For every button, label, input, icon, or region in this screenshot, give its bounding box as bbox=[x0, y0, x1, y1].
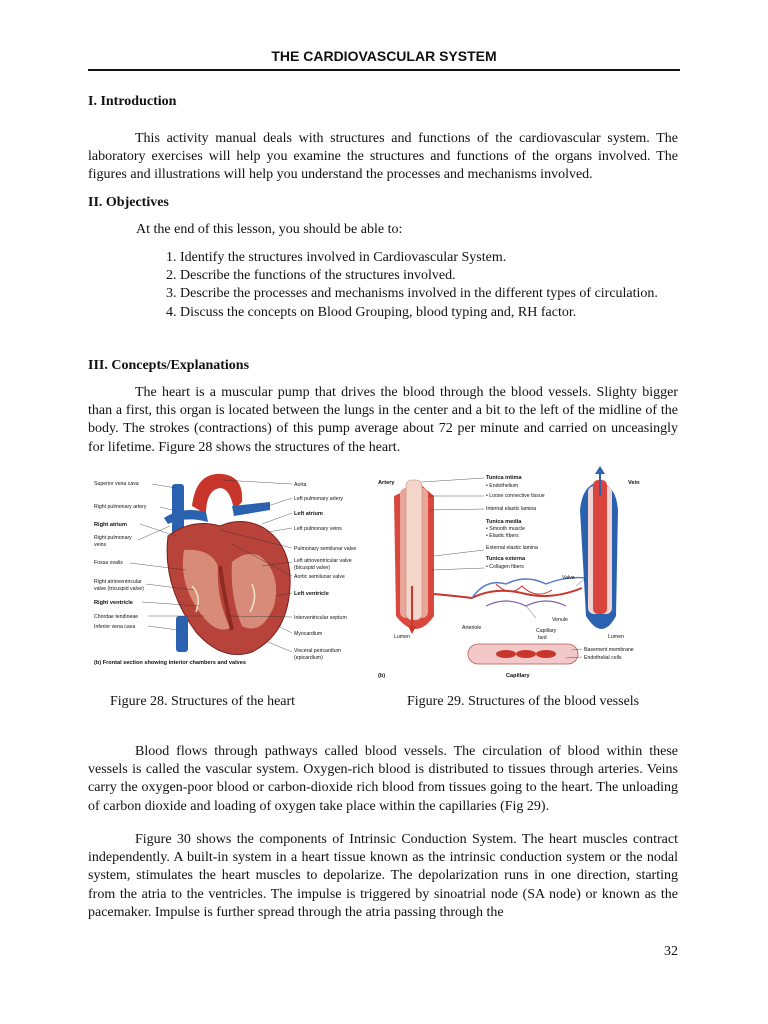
label-vein: Vein bbox=[628, 480, 640, 486]
objectives-heading: II. Objectives bbox=[88, 195, 169, 210]
label-artery: Artery bbox=[378, 480, 395, 486]
page-header: THE CARDIOVASCULAR SYSTEM bbox=[271, 48, 497, 64]
label-lumen-vein: Lumen bbox=[608, 634, 624, 640]
label-epicardium: (epicardium) bbox=[294, 655, 323, 661]
intro-heading: I. Introduction bbox=[88, 94, 177, 109]
label-left-pulmonary-artery: Left pulmonary artery bbox=[294, 496, 344, 502]
label-smooth-muscle: • Smooth muscle bbox=[486, 526, 526, 532]
label-left-atrium: Left atrium bbox=[294, 511, 323, 517]
label-endothelium: • Endothelium bbox=[486, 483, 519, 489]
label-visceral-pericardium: Visceral pericardium bbox=[294, 648, 341, 654]
label-capillary: Capillary bbox=[506, 673, 530, 679]
label-basement-membrane: Basement membrane bbox=[584, 647, 634, 653]
label-internal-elastic: Internal elastic lamina bbox=[486, 506, 537, 512]
label-right-atrium: Right atrium bbox=[94, 522, 127, 528]
label-tunica-intima: Tunica intima bbox=[486, 475, 522, 481]
label-arteriole: Arteriole bbox=[462, 625, 482, 631]
label-chordae-tendineae: Chordae tendineae bbox=[94, 614, 139, 620]
label-superior-vena-cava: Superior vena cava bbox=[94, 481, 139, 487]
label-valve: Valve bbox=[562, 575, 575, 581]
concepts-paragraph-2: Blood flows through pathways called blood vessels. The circulation of blood within these vessels is called the vascular system. Oxygen-rich blood is distributed to tissues through arteries. Veins carry the oxygen-poor blood or carbon-dioxide rich blood from tissues going to the heart. The unloading of carbon dioxide and loading of oxygen take place within the capillaries (Fig 29). bbox=[88, 744, 678, 814]
concepts-paragraph-3: Figure 30 shows the components of Intrinsic Conduction System. The heart muscles contract independently. A built-in system in a heart tissue known as the intrinsic conduction system or the nodal system, stimulates the heart muscles to depolarize. The depolarization runs in one direction, starting from the atria to the ventricles. The impulse is triggered by sinoatrial node (SA node) or known as the pacemaker. Impulse is further spread through the atria passing through the bbox=[88, 832, 678, 920]
label-aortic-semilunar-valve: Aortic semilunar valve bbox=[294, 574, 345, 580]
label-capillary-bed: Capillary bbox=[536, 628, 557, 634]
heart-figure bbox=[92, 466, 368, 670]
list-item: 4. Discuss the concepts on Blood Grouping, blood typing and, RH factor. bbox=[180, 304, 722, 322]
label-tricuspid: valve (tricuspid valve) bbox=[94, 586, 144, 592]
label-lumen-artery: Lumen bbox=[394, 634, 410, 640]
page-number: 32 bbox=[664, 944, 678, 959]
label-collagen-fibers: • Collagen fibers bbox=[486, 564, 524, 570]
label-capillary-bed-2: bed bbox=[538, 635, 547, 641]
label-pulmonary-semilunar-valve: Pulmonary semilunar valve bbox=[294, 546, 357, 552]
label-fossa-ovalis: Fossa ovalis bbox=[94, 560, 123, 566]
label-interventricular-septum: Interventricular septum bbox=[294, 615, 347, 621]
label-loose-connective: • Loose connective tissue bbox=[486, 493, 545, 499]
intro-paragraph: This activity manual deals with structures and functions of the cardiovascular system. The laboratory exercises will help you examine the structures and functions of the organs involved. The figures and illustrations will help you understand the processes and mechanisms involved. bbox=[88, 131, 678, 183]
list-item: 3. Describe the processes and mechanisms involved in the different types of circulation. bbox=[180, 285, 722, 303]
label-elastic-fibers: • Elastic fibers bbox=[486, 533, 519, 539]
label-inferior-vena-cava: Inferior vena cava bbox=[94, 624, 136, 630]
objectives-lead: At the end of this lesson, you should be able to: bbox=[136, 222, 403, 237]
label-right-pulmonary-veins: Right pulmonary bbox=[94, 535, 132, 541]
label-right-av-valve: Right atrioventricular bbox=[94, 579, 142, 585]
list-item: 1. Identify the structures involved in Cardiovascular System. bbox=[180, 249, 722, 267]
concepts-paragraph-1: The heart is a muscular pump that drives the blood through the blood vessels. Slighty bigger than a first, this organ is located between the lungs in the center and a bit to the left of the midline of the body. The strokes (contractions) of this pump average about 72 per minute and carried on unceasingly for lifetime. Figure 28 shows the structures of the heart. bbox=[88, 385, 678, 455]
figure-28-caption: Figure 28. Structures of the heart bbox=[110, 694, 296, 709]
label-panel-b: (b) bbox=[378, 673, 386, 679]
label-myocardium: Myocardium bbox=[294, 631, 323, 637]
label-left-ventricle: Left ventricle bbox=[294, 591, 329, 597]
label-venule: Venule bbox=[552, 617, 568, 623]
objectives-list bbox=[136, 249, 722, 322]
label-bicuspid: (bicuspid valve) bbox=[294, 565, 331, 571]
label-external-elastic: External elastic lamina bbox=[486, 545, 538, 551]
label-tunica-media: Tunica media bbox=[486, 519, 522, 525]
heart-subcaption: (b) Frontal section showing interior chambers and valves bbox=[94, 660, 246, 666]
header-rule bbox=[88, 69, 680, 71]
concepts-heading: III. Concepts/Explanations bbox=[88, 358, 250, 373]
label-right-ventricle: Right ventricle bbox=[94, 600, 133, 606]
blood-vessel-figure bbox=[376, 466, 666, 684]
label-endothelial-cells: Endothelial cells bbox=[584, 655, 622, 661]
label-left-av-valve: Left atrioventricular valve bbox=[294, 558, 352, 564]
heart-illustration bbox=[164, 474, 290, 655]
figure-29-caption: Figure 29. Structures of the blood vessels bbox=[407, 694, 640, 709]
label-right-pulmonary-veins-2: veins bbox=[94, 542, 107, 548]
label-aorta: Aorta bbox=[294, 482, 307, 488]
list-item: 2. Describe the functions of the structures involved. bbox=[180, 267, 722, 285]
label-tunica-externa: Tunica externa bbox=[486, 556, 526, 562]
label-right-pulmonary-artery: Right pulmonary artery bbox=[94, 504, 147, 510]
label-left-pulmonary-veins: Left pulmonary veins bbox=[294, 526, 342, 532]
